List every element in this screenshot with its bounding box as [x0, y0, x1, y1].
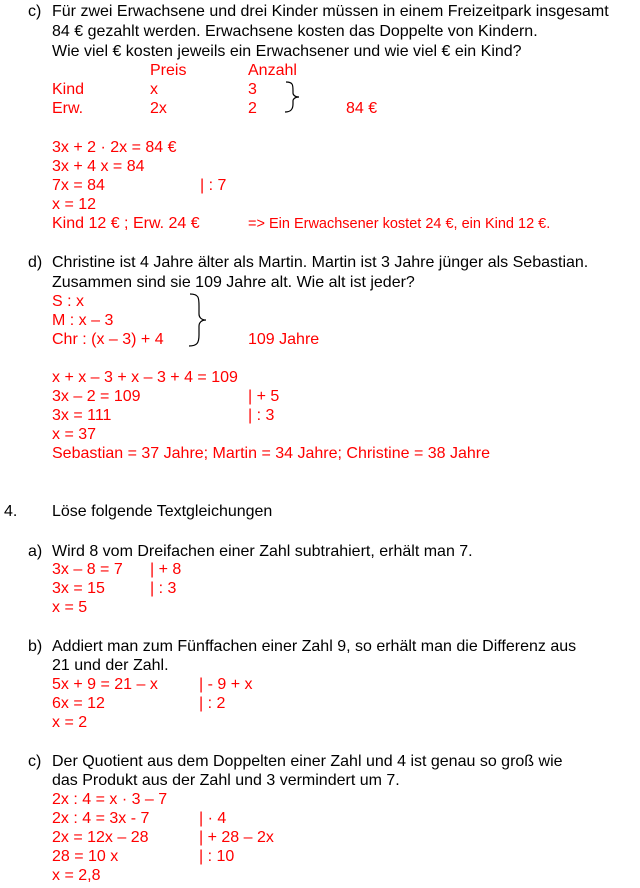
equation-operation: | : 3 [150, 580, 177, 597]
equation: 2x = 12x – 28 [52, 829, 149, 846]
section-title: Löse folgende Textgleichungen [52, 503, 273, 520]
total: 109 Jahre [248, 331, 320, 348]
question-line: 84 € gezahlt werden. Erwachsene kosten das Doppelte von Kindern. [52, 23, 538, 40]
task-label: c) [28, 3, 42, 20]
equation: x = 12 [52, 196, 97, 213]
table-row-name: Kind [52, 81, 85, 98]
equation: 3x + 2 · 2x = 84 € [52, 139, 177, 156]
equation: x = 5 [52, 599, 88, 616]
table-row-count: 2 [248, 100, 257, 117]
equation: 2x : 4 = x · 3 – 7 [52, 791, 168, 808]
question-line: Der Quotient aus dem Doppelten einer Zahl und 4 ist genau so groß wie [52, 753, 563, 770]
equation-operation: | : 3 [248, 407, 275, 424]
result: Sebastian = 37 Jahre; Martin = 34 Jahre; Christine = 38 Jahre [52, 445, 491, 462]
equation: 28 = 10 x [52, 848, 119, 865]
equation: x = 2,8 [52, 867, 101, 884]
question-line: 21 und der Zahl. [52, 657, 169, 674]
table-header-count: Anzahl [248, 62, 297, 79]
equation-operation: | - 9 + x [199, 676, 253, 693]
equation-operation: | + 8 [150, 561, 182, 578]
table-row-price: 2x [150, 100, 167, 117]
equation-operation: | : 2 [199, 695, 226, 712]
task-label: c) [28, 753, 42, 770]
equation: x = 2 [52, 714, 88, 731]
question-line: Zusammen sind sie 109 Jahre alt. Wie alt ist jeder? [52, 274, 415, 291]
question-line: Christine ist 4 Jahre älter als Martin. Martin ist 3 Jahre jünger als Sebastian. [52, 254, 589, 271]
task-label: b) [28, 638, 43, 655]
equation: 2x : 4 = 3x - 7 [52, 810, 150, 827]
equation-operation: | : 10 [199, 848, 235, 865]
equation: x + x – 3 + x – 3 + 4 = 109 [52, 369, 238, 386]
section-number: 4. [4, 503, 18, 520]
equation: 6x = 12 [52, 695, 105, 712]
result: Kind 12 € ; Erw. 24 € [52, 215, 200, 232]
table-header-price: Preis [150, 62, 187, 79]
equation: 5x + 9 = 21 – x [52, 676, 158, 693]
conclusion: => Ein Erwachsener kostet 24 €, ein Kind 12 €. [248, 216, 551, 232]
table-row-name: Erw. [52, 100, 84, 117]
definition: M : x – 3 [52, 312, 114, 329]
question-line: das Produkt aus der Zahl und 3 vermindert um 7. [52, 772, 400, 789]
equation-operation: | : 7 [200, 177, 227, 194]
equation: 3x – 8 = 7 [52, 561, 123, 578]
curly-brace-icon [186, 292, 210, 348]
equation-operation: | + 5 [248, 388, 280, 405]
equation: 3x = 111 [52, 407, 112, 424]
equation: 3x = 15 [52, 580, 105, 597]
definition: S : x [52, 293, 85, 310]
table-total: 84 € [346, 100, 378, 117]
question-line: Wie viel € kosten jeweils ein Erwachsener und wie viel € ein Kind? [52, 43, 522, 60]
table-row-price: x [150, 81, 158, 98]
question-line: Wird 8 vom Dreifachen einer Zahl subtrahiert, erhält man 7. [52, 543, 473, 560]
equation: 7x = 84 [52, 177, 105, 194]
question-line: Addiert man zum Fünffachen einer Zahl 9, so erhält man die Differenz aus [52, 638, 577, 655]
equation-operation: | · 4 [199, 810, 227, 827]
table-row-count: 3 [248, 81, 257, 98]
equation: x = 37 [52, 426, 97, 443]
definition: Chr : (x – 3) + 4 [52, 331, 164, 348]
equation-operation: | + 28 – 2x [199, 829, 274, 846]
task-label: a) [28, 543, 43, 560]
question-line: Für zwei Erwachsene und drei Kinder müssen in einem Freizeitpark insgesamt [52, 3, 609, 20]
task-label: d) [28, 254, 43, 271]
equation: 3x + 4 x = 84 [52, 158, 145, 175]
equation: 3x – 2 = 109 [52, 388, 141, 405]
curly-brace-icon [282, 80, 304, 114]
